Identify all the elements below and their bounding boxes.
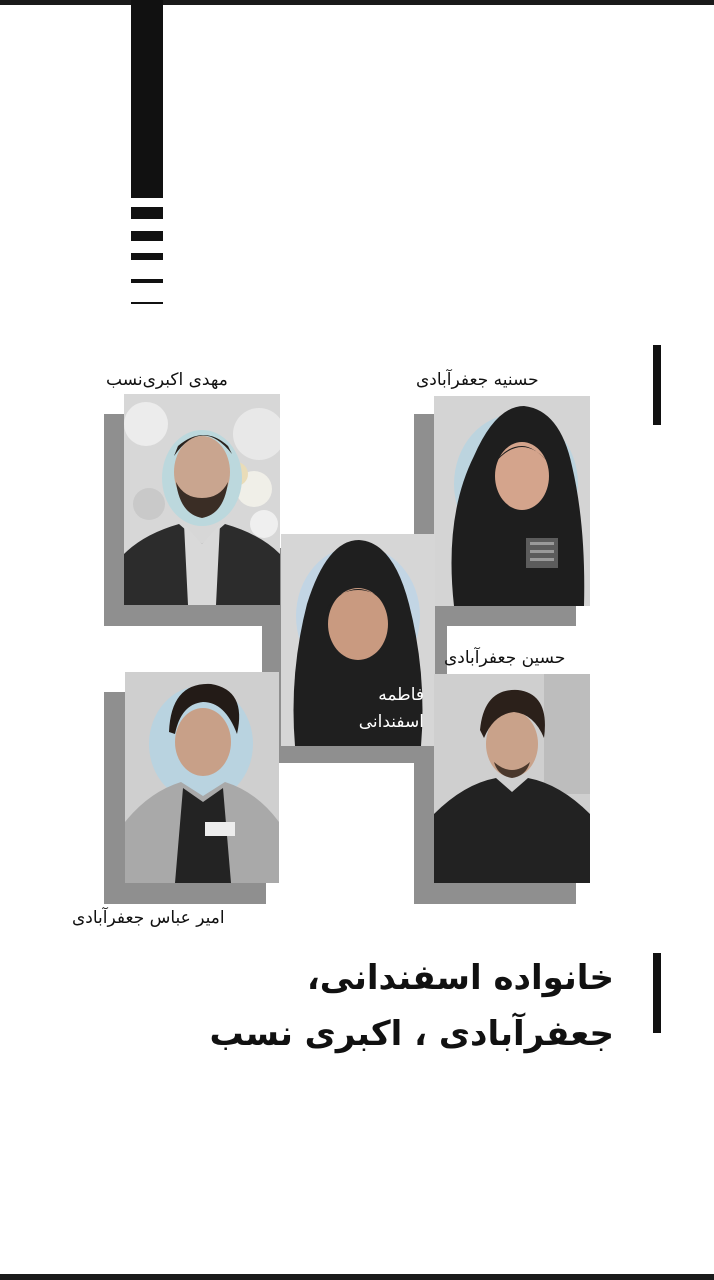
bottom-edge-bar	[0, 1274, 714, 1280]
portrait-top-right	[434, 396, 590, 606]
person-name-top-right: حسنیه جعفرآبادی	[416, 370, 539, 390]
vertical-accent-title	[653, 953, 661, 1033]
portrait-bottom-left	[125, 672, 279, 883]
portrait-top-left	[124, 394, 280, 605]
center-name-line2: اسفندانی	[358, 712, 424, 732]
center-name-line1: فاطمه	[378, 685, 424, 705]
barcode-decoration	[131, 0, 163, 310]
person-name-bottom-right: حسین جعفرآبادی	[444, 648, 566, 668]
center-name-label	[359, 682, 424, 736]
family-title-line1: خانواده اسفندانی،	[306, 958, 614, 998]
family-title-line2: جعفرآبادی ، اکبری نسب	[209, 1014, 614, 1054]
person-name-top-left: مهدی اکبری‌نسب	[106, 370, 228, 390]
portrait-bottom-right	[434, 674, 590, 883]
family-title	[209, 950, 614, 1062]
top-edge-bar	[0, 0, 714, 5]
person-name-bottom-left: امیر عباس جعفرآبادی	[72, 908, 225, 928]
vertical-accent-top	[653, 345, 661, 425]
